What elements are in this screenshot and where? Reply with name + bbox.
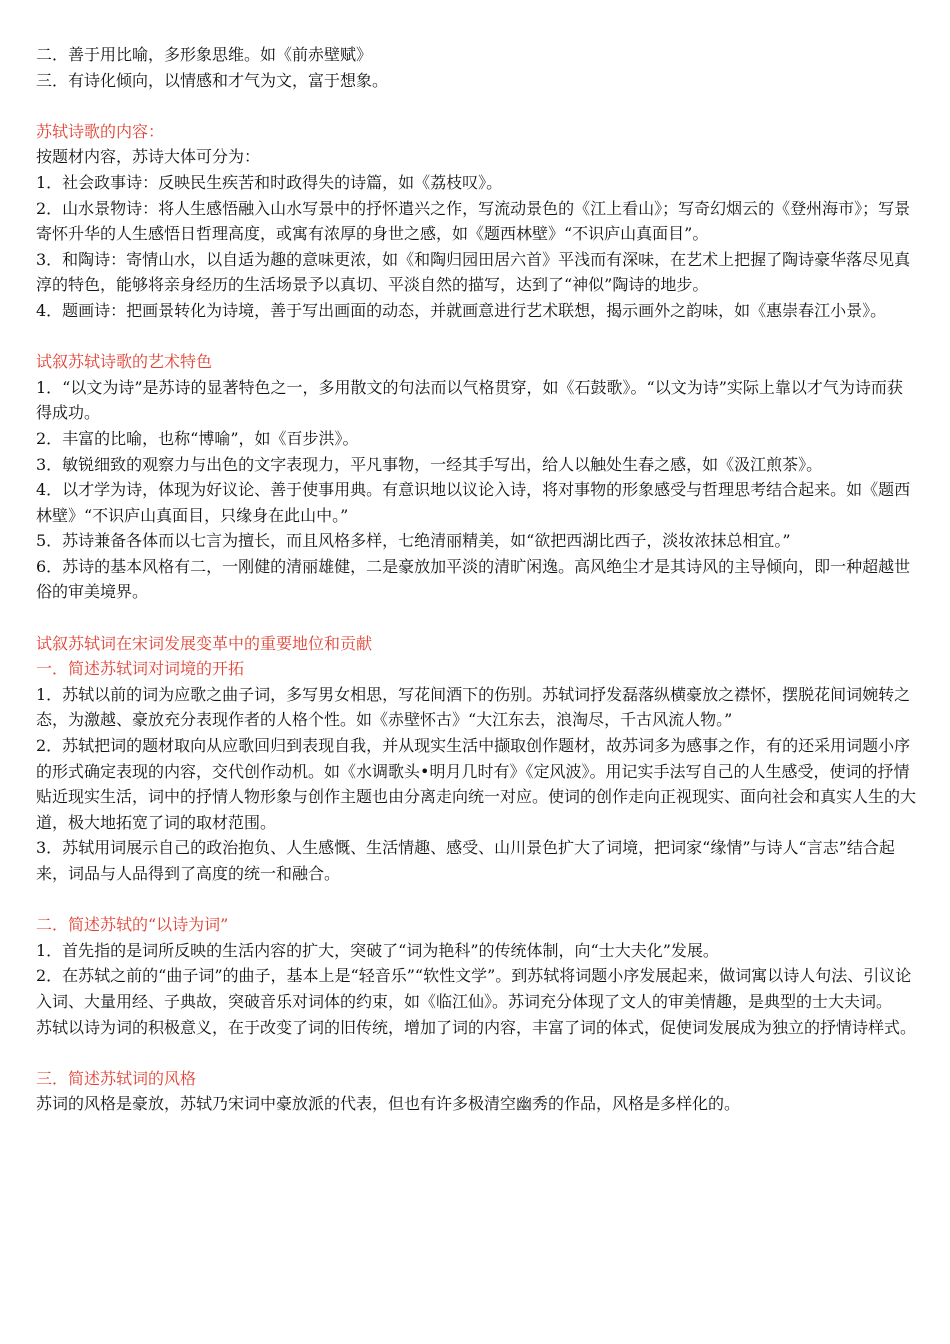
paragraph: 2．在苏轼之前的“曲子词”的曲子，基本上是“轻音乐”“软性文学”。到苏轼将词题小序发展起来，做词寓以诗人句法、引议论入词、大量用经、子典故，突破音乐对词体的约束，如《临江仙》。苏词充分体现了文人的审美情趣，是典型的士大夫词。 [36,966,912,1011]
paragraph: 2．山水景物诗：将人生感悟融入山水写景中的抒怀遣兴之作，写流动景色的《江上看山》；写奇幻烟云的《登州海市》；写景寄怀升华的人生感悟日哲理高度，或寓有浓厚的身世之感，如《题西林壁》“不识庐山真面目”。 [36,198,911,244]
paragraph: 3．苏轼用词展示自己的政治抱负、人生感慨、生活情趣、感受、山川景色扩大了词境，把词家“缘情”与诗人“言志”结合起来，词品与人品得到了高度的统一和融合。 [36,838,895,883]
section-heading: 二．简述苏轼的“以诗为词” [36,915,229,935]
paragraph: 5．苏诗兼备各体而以七言为擅长，而且风格多样，七绝清丽精美，如“欲把西湖比西子，淡妆浓抹总相宜。” [36,531,791,551]
spacer [36,93,916,119]
spacer [36,887,916,913]
paragraph: 2．丰富的比喻，也称“博喻”，如《百步洪》。 [36,428,359,448]
paragraph: 1．首先指的是词所反映的生活内容的扩大，突破了“词为艳科”的传统体制，向“士大夫化”发展。 [36,940,719,960]
section-poetry-art-features [36,349,916,605]
paragraph: 按题材内容，苏诗大体可分为： [36,147,261,167]
paragraph: 4．题画诗：把画景转化为诗境，善于写出画面的动态，并就画意进行艺术联想，揭示画外之韵味，如《惠崇春江小景》。 [36,300,887,320]
spacer [36,1040,916,1066]
paragraph: 二．善于用比喻，多形象思维。如《前赤壁赋》 [36,45,373,64]
section-heading: 试叙苏轼词在宋词发展变革中的重要地位和贡献 [36,633,373,653]
section-ci-contribution [36,631,916,887]
paragraph: 苏词的风格是豪放，苏轼乃宋词中豪放派的代表，但也有许多极清空幽秀的作品，风格是多样化的。 [36,1094,741,1114]
spacer [36,605,916,631]
section-heading: 试叙苏轼诗歌的艺术特色 [36,352,213,372]
paragraph: 3．敏锐细致的观察力与出色的文字表现力，平凡事物，一经其手写出，给人以触处生春之感，如《汲江煎茶》。 [36,454,823,474]
section-ci-style [36,1066,916,1117]
paragraph: 三．有诗化倾向，以情感和才气为文，富于想象。 [36,70,389,90]
paragraph: 苏轼以诗为词的积极意义，在于改变了词的旧传统，增加了词的内容，丰富了词的体式，促使词发展成为独立的抒情诗样式。 [36,1017,917,1037]
section-poetry-as-ci [36,912,916,1040]
document-page [36,42,916,1117]
spacer [36,324,916,350]
paragraph: 1．社会政事诗：反映民生疾苦和时政得失的诗篇，如《荔枝叹》。 [36,172,503,192]
section-intro-continuation [36,42,916,93]
paragraph: 1．苏轼以前的词为应歌之曲子词，多写男女相思，写花间酒下的伤别。苏轼词抒发磊落纵横豪放之襟怀，摆脱花间词婉转之态，为激越、豪放充分表现作者的人格个性。如《赤壁怀古》“大江东去，浪淘尽，千古风流人物。” [36,684,911,730]
paragraph: 6．苏诗的基本风格有二，一刚健的清丽雄健，二是豪放加平淡的清旷闲逸。高风绝尘才是其诗风的主导倾向，即一种超越世俗的审美境界。 [36,556,911,602]
paragraph: 1．“以文为诗”是苏诗的显著特色之一，多用散文的句法而以气格贯穿，如《石鼓歌》。“以文为诗”实际上靠以才气为诗而获得成功。 [36,377,903,423]
section-poetry-content [36,119,916,324]
paragraph: 2．苏轼把词的题材取向从应歌回归到表现自我，并从现实生活中撷取创作题材，故苏词多为感事之作，有的还采用词题小序的形式确定表现的内容，交代创作动机。如《水调歌头•明月几时有》《定风波》。用记实手法写自己的人生感受，使词的抒情贴近现实生活，词中的抒情人物形象与创作主题也由分离走向统一对应。使词的创作走向正视现实、面向社会和真实人生的大道，极大地拓宽了词的取材范围。 [36,736,917,832]
section-heading: 三．简述苏轼词的风格 [36,1068,197,1088]
section-heading: 苏轼诗歌的内容： [36,121,165,141]
paragraph: 4．以才学为诗，体现为好议论、善于使事用典。有意识地以议论入诗，将对事物的形象感受与哲理思考结合起来。如《题西林壁》“不识庐山真面目，只缘身在此山中。” [36,480,911,525]
paragraph: 3．和陶诗：寄情山水，以自适为趣的意味更浓，如《和陶归园田居六首》平浅而有深味，在艺术上把握了陶诗豪华落尽见真淳的特色，能够将亲身经历的生活场景予以真切、平淡自然的描写，达到了“神似”陶诗的地步。 [36,249,911,295]
section-subheading: 一．简述苏轼词对词境的开拓 [36,659,245,679]
